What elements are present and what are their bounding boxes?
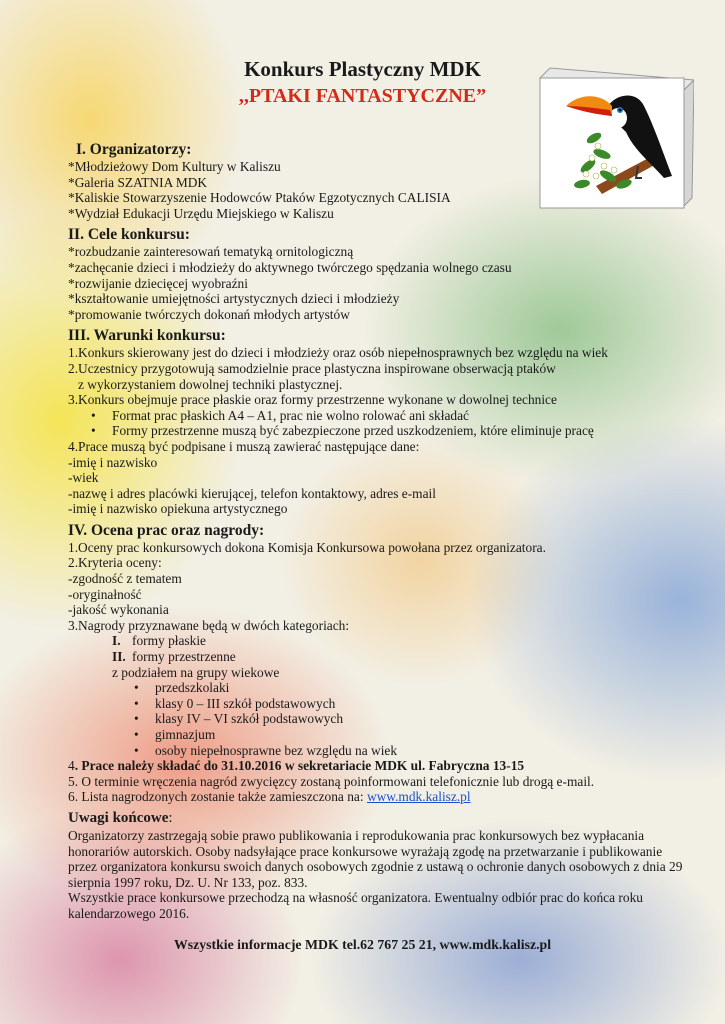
evaluation-line: 3.Nagrody przyznawane będą w dwóch kategoriach: — [68, 617, 350, 633]
evaluation-line: 1.Oceny prac konkursowych dokona Komisja Konkursowa powołana przez organizatora. — [68, 539, 546, 555]
data-line: -imię i nazwisko opiekuna artystycznego — [68, 501, 288, 517]
deadline-text: . Prace należy składać do 31.10.2016 w sekretariacie MDK ul. Fabryczna 13-15 — [74, 758, 525, 774]
age-groups-list — [68, 680, 688, 758]
deadline-number: 4 — [68, 758, 75, 774]
category-item — [68, 649, 688, 665]
final-paragraph: Organizatorzy zastrzegają sobie prawo publikowania i reprodukowania prac konkursowych bez wypłacania honorariów autorskich. Osoby nadsyłające prace konkursowe wyrażają zgodę na przetwarzanie i publikowanie przez organizatora konkursu swoich danych osobowych zgodnie z ustawą o ochronie danych osobowych z dnia 29 sierpnia 1997 roku, Dz. U. Nr 133, poz. 833. — [68, 827, 683, 890]
category-label: formy płaskie — [132, 633, 207, 649]
condition-line: 2.Uczestnicy przygotowują samodzielnie prace plastyczna inspirowane obserwacją ptaków — [68, 360, 556, 376]
format-bullet-list — [68, 408, 688, 439]
list-item: • osoby niepełnosprawne bez względu na wiek — [68, 743, 688, 759]
criteria-line: -zgodność z tematem — [68, 571, 182, 587]
document-body — [68, 140, 688, 922]
condition-line: z wykorzystaniem dowolnej techniki plastycznej. — [78, 376, 343, 392]
data-line: -nazwę i adres placówki kierującej, telefon kontaktowy, adres e-mail — [68, 485, 436, 501]
list-item: • klasy IV – VI szkół podstawowych — [68, 711, 688, 727]
final-paragraph: Wszystkie prace konkursowe przechodzą na własność organizatora. Ewentualny odbiór prac do końca roku kalendarzowego 2016. — [68, 890, 643, 921]
organizer-line: *Młodzieżowy Dom Kultury w Kaliszu — [68, 159, 281, 174]
list-item: • klasy 0 – III szkół podstawowych — [68, 696, 688, 712]
criteria-line: -jakość wykonania — [68, 602, 169, 618]
footer-contact: Wszystkie informacje MDK tel.62 767 25 21, www.mdk.kalisz.pl — [173, 937, 552, 952]
data-line: -wiek — [68, 470, 99, 486]
evaluation-line: 5. O terminie wręczenia nagród zwycięzcy zostaną poinformowani telefonicznie lub drogą e-mail. — [68, 773, 595, 789]
organizer-line: *Wydział Edukacji Urzędu Miejskiego w Kaliszu — [68, 205, 334, 221]
organizer-line: *Kaliskie Stowarzyszenie Hodowców Ptaków Egzotycznych CALISIA — [68, 190, 451, 206]
list-item: • Formy przestrzenne muszą być zabezpieczone przed uszkodzeniem, które eliminuje pracę — [68, 423, 688, 439]
goal-line: *promowanie twórczych dokonań młodych artystów — [68, 306, 350, 322]
goal-line: *zachęcanie dzieci i młodzieży do aktywnego twórczego spędzania wolnego czasu — [68, 259, 512, 275]
organizer-line: *Galeria SZATNIA MDK — [68, 174, 208, 190]
evaluation-line — [68, 789, 688, 805]
evaluation-line: 2.Kryteria oceny: — [68, 555, 162, 571]
condition-line: 4.Prace muszą być podpisane i muszą zawierać następujące dane: — [68, 438, 420, 454]
category-number: I. — [112, 633, 121, 649]
section-heading-goals: II. Cele konkursu: — [68, 226, 190, 244]
condition-line: 1.Konkurs skierowany jest do dzieci i młodzieży oraz osób niepełnosprawnych bez względu na wiek — [68, 345, 608, 361]
list-item: • gimnazjum — [68, 727, 688, 743]
list-item: • Format prac płaskich A4 – A1, prac nie wolno rolować ani składać — [68, 408, 688, 424]
category-number: II. — [112, 649, 126, 665]
category-item — [68, 633, 688, 649]
deadline-line — [68, 758, 688, 774]
category-label: formy przestrzenne — [132, 649, 236, 665]
criteria-line: -oryginałność — [68, 586, 142, 602]
goal-line: *rozbudzanie zainteresowań tematyką ornitologiczną — [68, 244, 354, 260]
website-link[interactable]: www.mdk.kalisz.pl — [366, 789, 471, 805]
final-heading-colon: : — [168, 809, 173, 826]
section-heading-conditions: III. Warunki konkursu: — [68, 327, 226, 345]
section-heading-organizers: I. Organizatorzy: — [76, 141, 192, 158]
results-list-text: 6. Lista nagrodzonych zostanie także zamieszczona na: — [68, 789, 367, 805]
list-item: • przedszkolaki — [68, 680, 688, 696]
goal-line: *kształtowanie umiejętności artystycznych dzieci i młodzieży — [68, 291, 400, 307]
section-heading-evaluation: IV. Ocena prac oraz nagrody: — [68, 521, 265, 539]
condition-line: 3.Konkurs obejmuje prace płaskie oraz formy przestrzenne wykonane w dowolnej technice — [68, 392, 557, 408]
poster-title: Konkurs Plastyczny MDK — [244, 57, 481, 81]
goal-line: *rozwijanie dziecięcej wyobraźni — [68, 275, 248, 291]
final-heading-text: Uwagi końcowe — [68, 809, 169, 826]
data-line: -imię i nazwisko — [68, 454, 158, 470]
final-heading — [68, 809, 688, 828]
age-groups-intro: z podziałem na grupy wiekowe — [112, 664, 280, 680]
poster-subtitle: ,,PTAKI FANTASTYCZNE” — [238, 85, 487, 107]
